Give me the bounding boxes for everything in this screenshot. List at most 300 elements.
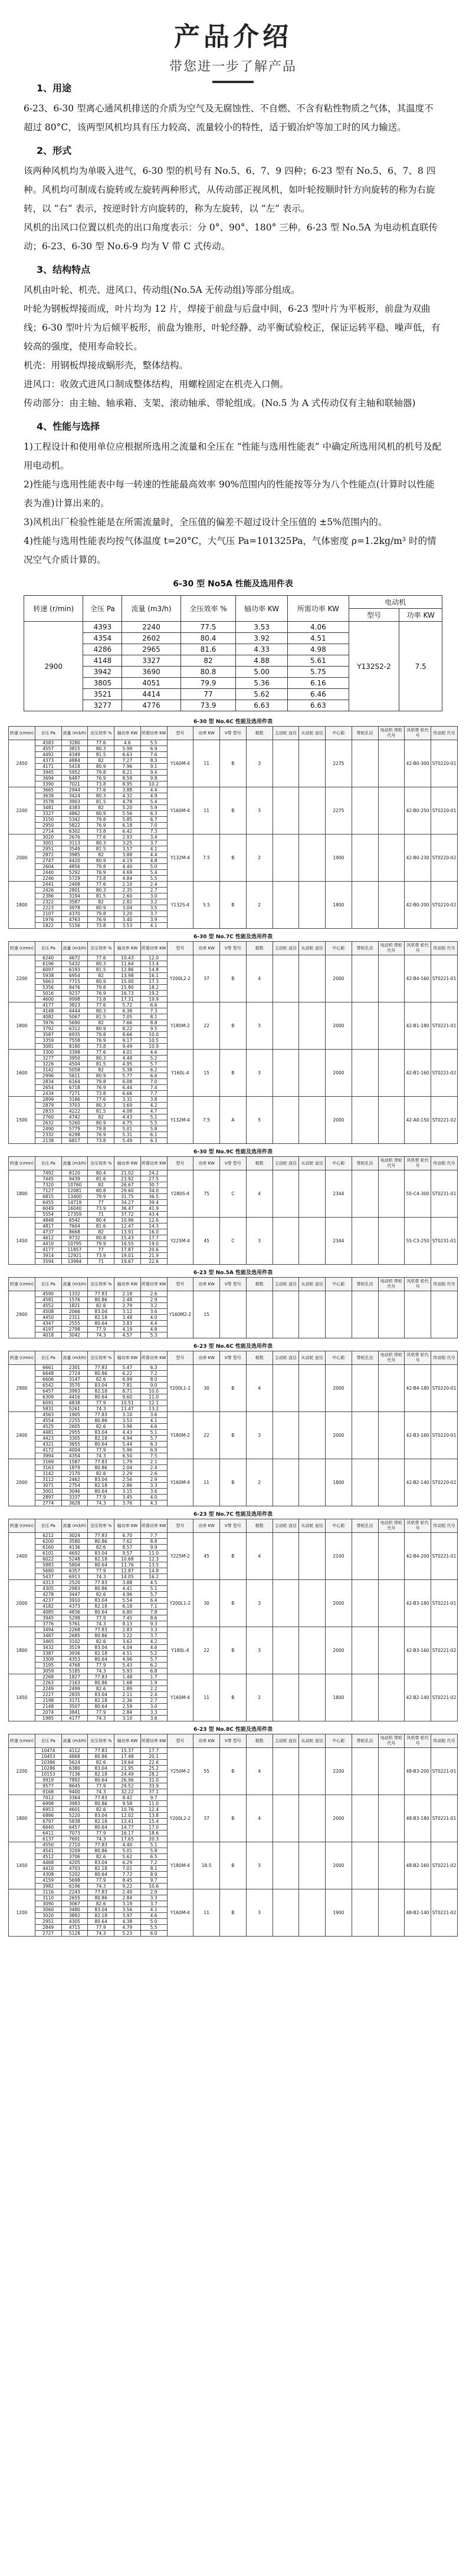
motor-cell: Y180L-4	[167, 1627, 193, 1674]
fan-pulley-cell: 42-B4-160	[405, 955, 431, 1002]
value-cell: 6212	[35, 1533, 61, 1539]
pressure-cell: 3521	[83, 689, 122, 700]
value-cell: 19.0	[140, 1241, 167, 1247]
fan-pulley-cell: 42-B0-200	[405, 882, 431, 929]
value-cell: 6.8	[140, 1668, 167, 1674]
belt-cell: B	[220, 1459, 247, 1506]
value-cell: 2899	[35, 1097, 61, 1103]
motor-pulley-cell	[378, 955, 405, 1002]
belt-cell: C	[220, 1170, 247, 1218]
scan-header: V带 型号	[220, 1734, 247, 1748]
value-cell: 2.29	[114, 1471, 141, 1477]
header-power: 功率 KW	[399, 609, 442, 622]
value-cell: 11.0	[140, 1801, 167, 1807]
value-cell: 5.38	[114, 1067, 141, 1073]
scan-header: 电动机 带轮代号	[378, 1157, 405, 1170]
motor-cell: Y225M-4	[167, 1218, 193, 1265]
power-cell: 11	[193, 740, 220, 787]
value-cell: 6640	[35, 1825, 61, 1830]
belt-cell: B	[220, 1412, 247, 1459]
section-paragraph: 进风口：收敛式进风口制成整体结构，用螺栓固定在机壳入口侧。	[24, 379, 289, 390]
value-cell: 5.20	[114, 805, 141, 811]
value-cell: 80.86	[88, 1801, 114, 1807]
value-cell: 2834	[35, 1079, 61, 1085]
center-cell: 1800	[326, 882, 352, 929]
value-cell: 6196	[61, 1884, 88, 1889]
value-cell: 34.0	[140, 1188, 167, 1194]
value-cell: 6.5	[140, 1854, 167, 1860]
value-cell: 73.8	[88, 829, 114, 835]
value-cell: 8476	[61, 985, 88, 991]
table-row	[9, 1170, 458, 1176]
scan-header: 所需功率 KW	[140, 1278, 167, 1291]
value-cell: 82.6	[88, 1639, 114, 1645]
value-cell: 5356	[35, 985, 61, 991]
value-cell: 6193	[61, 967, 88, 973]
value-cell: 16.73	[114, 991, 141, 997]
value-cell: 3142	[35, 1471, 61, 1477]
value-cell: 6.0	[140, 1931, 167, 1937]
value-cell: 4.57	[114, 1332, 141, 1338]
driven-dia-cell	[299, 835, 326, 882]
value-cell: 9439	[61, 1176, 88, 1182]
value-cell: 5058	[61, 1067, 88, 1073]
value-cell: 3.12	[114, 1309, 141, 1315]
value-cell: 3.53	[114, 1418, 141, 1424]
value-cell: 9168	[35, 1789, 61, 1795]
value-cell: 82.18	[88, 1772, 114, 1777]
value-cell: 2774	[35, 1500, 61, 1506]
req-cell: 5.75	[288, 667, 349, 678]
group-cell: ST0221-02	[431, 1097, 458, 1144]
roots-cell: 3	[246, 1842, 273, 1889]
value-cell: 77.83	[88, 1291, 114, 1297]
speed-cell: 1800	[9, 1002, 35, 1050]
group-cell: ST0221-01	[431, 1748, 458, 1795]
speed-cell: 1200	[9, 1889, 35, 1937]
section-heading: 4、性能与选择	[37, 421, 100, 432]
value-cell: 80.64	[88, 1777, 114, 1783]
value-cell: 9400	[61, 1789, 88, 1795]
scan-header: 电动机 带轮代号	[378, 1519, 405, 1533]
value-cell: 77.6	[88, 787, 114, 793]
driven-dia-cell	[299, 1097, 326, 1144]
value-cell: 82.6	[88, 1686, 114, 1692]
value-cell: 4601	[61, 1807, 88, 1813]
group-cell: ST0220-02	[431, 1459, 458, 1506]
table-630-caption: 6-30 型 No5A 性能及选用件表	[173, 579, 293, 589]
value-cell: 83.04	[88, 1551, 114, 1556]
scan-table	[8, 726, 458, 929]
value-cell: 3226	[35, 1061, 61, 1067]
scan-table	[8, 1734, 458, 1937]
value-cell: 6160	[35, 1545, 61, 1551]
value-cell: 2.7	[140, 888, 167, 893]
shaft-cell: 3.92	[236, 633, 288, 644]
group-cell: ST0221-02	[431, 1889, 458, 1937]
value-cell: 6.3	[140, 1442, 167, 1447]
motor-cell: Y132M-4	[167, 835, 193, 882]
value-cell: 3903	[61, 799, 88, 805]
scan-header: 带轮孔径	[352, 942, 378, 955]
value-cell: 4305	[61, 1919, 88, 1925]
section-paragraph: 叶轮为钢板焊接而成，叶片均为 12 片，焊接于前盘与后盘中间，6-23 型叶片为平板形，前盘为双曲线；6-30 型叶片为后倾平板形，前盘为锥形，叶轮经静、动平衡试验校正，保证运转平稳、噪声低，有较高的强度，使用寿命较长。	[24, 304, 441, 352]
value-cell: 1879	[61, 1465, 88, 1471]
driven-dia-cell	[299, 1533, 326, 1580]
value-cell: 2.4	[140, 882, 167, 888]
section-1	[24, 79, 442, 137]
motor-cell: Y250M-2	[167, 1748, 193, 1795]
value-cell: 37.1	[140, 1789, 167, 1795]
value-cell: 3.4	[140, 835, 167, 840]
value-cell: 73.8	[88, 1044, 114, 1050]
power-cell: 22	[193, 1412, 220, 1459]
value-cell: 4305	[35, 1586, 61, 1592]
value-cell: 3280	[61, 740, 88, 746]
value-cell: 4.1	[140, 846, 167, 852]
value-cell: 80.3	[88, 793, 114, 799]
value-cell: 24.49	[114, 1772, 141, 1777]
value-cell: 6196	[35, 961, 61, 967]
value-cell: 29.52	[114, 1783, 141, 1789]
value-cell: 1.9	[140, 1680, 167, 1686]
scan-table	[8, 1519, 458, 1721]
value-cell: 5.01	[114, 1126, 141, 1132]
value-cell: 36.5	[140, 1194, 167, 1200]
value-cell: 3.10	[114, 1412, 141, 1418]
value-cell: 3.45	[114, 1495, 141, 1500]
center-cell: 2344	[326, 1170, 352, 1218]
scan-header: 全压效率 %	[88, 1157, 114, 1170]
value-cell: 2.35	[114, 888, 141, 893]
value-cell: 4.51	[114, 1651, 141, 1657]
value-cell: 2268	[35, 1674, 61, 1680]
value-cell: 26.67	[114, 1182, 141, 1188]
value-cell: 5437	[35, 1574, 61, 1580]
value-cell: 80.9	[88, 764, 114, 770]
table-row	[9, 1674, 458, 1680]
center-cell	[326, 1291, 352, 1338]
value-cell: 6357	[61, 1568, 88, 1574]
value-cell: 82.18	[88, 1913, 114, 1919]
value-cell: 2951	[35, 1919, 61, 1925]
fan-pulley-cell	[405, 1291, 431, 1338]
value-cell: 1822	[35, 923, 61, 929]
scan-header: 所需功率 KW	[140, 1734, 167, 1748]
motor-power-cell: 7.5	[399, 622, 442, 711]
value-cell: 3113	[61, 840, 88, 846]
value-cell: 82	[88, 973, 114, 979]
value-cell: 2301	[61, 1365, 88, 1371]
value-cell: 3327	[35, 811, 61, 817]
value-cell: 2944	[61, 787, 88, 793]
value-cell: 14719	[61, 1200, 88, 1206]
value-cell: 77.9	[88, 1615, 114, 1621]
scan-table-caption: 6-30 型 No.6C 性能及选用件表	[193, 719, 273, 725]
value-cell: 73.8	[88, 876, 114, 882]
value-cell: 5.9	[140, 805, 167, 811]
bore-cell	[352, 1795, 378, 1842]
value-cell: 4197	[35, 1327, 61, 1332]
value-cell: 13984	[61, 1259, 88, 1265]
value-cell: 2.59	[114, 1704, 141, 1710]
scan-header: 轴功率 KW	[114, 942, 141, 955]
value-cell: 3.7	[140, 1633, 167, 1639]
value-cell: 4349	[61, 752, 88, 758]
scan-header: 主动轮 直径	[273, 1351, 299, 1365]
value-cell: 19.01	[114, 1253, 141, 1259]
value-cell: 5.44	[114, 1442, 141, 1447]
value-cell: 3.04	[114, 905, 141, 911]
value-cell: 79.9	[88, 1241, 114, 1247]
value-cell: 5831	[35, 1406, 61, 1412]
pressure-cell: 4286	[83, 644, 122, 655]
bore-cell	[352, 1218, 378, 1265]
driven-dia-cell	[299, 1795, 326, 1842]
value-cell: 82	[88, 1067, 114, 1073]
value-cell: 3.7	[140, 1901, 167, 1907]
scan-header: 型号	[167, 1351, 193, 1365]
value-cell: 4525	[35, 1424, 61, 1430]
value-cell: 4.6	[114, 740, 141, 746]
scan-header: V带 型号	[220, 1157, 247, 1170]
value-cell: 10.68	[114, 1556, 141, 1562]
value-cell: 2520	[61, 1580, 88, 1586]
value-cell: 2727	[35, 1931, 61, 1937]
bore-cell	[352, 1291, 378, 1338]
value-cell: 8.57	[114, 1545, 141, 1551]
motor-cell: Y200L2-2	[167, 1795, 193, 1842]
center-cell: 1900	[326, 1889, 352, 1937]
table-row	[9, 955, 458, 961]
roots-cell	[246, 1291, 273, 1338]
value-cell: 2833	[35, 1109, 61, 1114]
value-cell: 3.9	[140, 917, 167, 923]
value-cell: 7.96	[114, 764, 141, 770]
section-3	[24, 260, 442, 413]
fan-pulley-cell: 42-B3-180	[405, 1580, 431, 1627]
value-cell: 81.5	[88, 1014, 114, 1020]
value-cell: 19.9	[140, 997, 167, 1002]
value-cell: 77	[88, 1247, 114, 1253]
motor-cell: Y160M-4	[167, 787, 193, 835]
value-cell: 80.86	[88, 1895, 114, 1901]
value-cell: 1576	[61, 1297, 88, 1303]
value-cell: 3110	[35, 1895, 61, 1901]
value-cell: 9.60	[114, 1394, 141, 1400]
power-cell: 22	[193, 1002, 220, 1050]
shaft-cell: 6.63	[236, 700, 288, 711]
value-cell: 2.9	[140, 1889, 167, 1895]
scan-header: 流量 (m3/h)	[61, 1734, 88, 1748]
scan-header: 从动轮 直径	[299, 1278, 326, 1291]
value-cell: 4354	[61, 1453, 88, 1459]
value-cell: 4.1	[140, 1907, 167, 1913]
power-cell: 11	[193, 1459, 220, 1506]
value-cell: 6886	[35, 1813, 61, 1819]
value-cell: 5938	[35, 973, 61, 979]
driven-dia-cell	[299, 1842, 326, 1889]
scan-header: 流量 (m3/h)	[61, 1278, 88, 1291]
table-row	[9, 1533, 458, 1539]
value-cell: 5.31	[114, 1132, 141, 1138]
value-cell: 22.6	[140, 1259, 167, 1265]
value-cell: 12.02	[114, 1813, 141, 1819]
speed-cell: 1450	[9, 1218, 35, 1265]
scan-header: 传动组 代号	[431, 1278, 458, 1291]
value-cell: 3.6	[140, 1309, 167, 1315]
roots-cell: 4	[246, 1795, 273, 1842]
value-cell: 6815	[35, 1194, 61, 1200]
value-cell: 9237	[61, 991, 88, 997]
value-cell: 8.42	[114, 1795, 141, 1801]
value-cell: 2.18	[114, 1291, 141, 1297]
scan-header: 根数	[246, 1157, 273, 1170]
value-cell: 4550	[35, 1842, 61, 1848]
roots-cell: 2	[246, 1674, 273, 1721]
value-cell: 10386	[35, 1760, 61, 1766]
bore-cell	[352, 787, 378, 835]
value-cell: 5.7	[140, 1061, 167, 1067]
scan-header: 全压 Pa	[35, 942, 61, 955]
center-cell: 2275	[326, 787, 352, 835]
value-cell: 12.4	[140, 1807, 167, 1813]
scan-header: 全压效率 %	[88, 1734, 114, 1748]
value-cell: 5.43	[114, 1663, 141, 1668]
value-cell: 82	[88, 1229, 114, 1235]
value-cell: 3.6	[140, 1489, 167, 1495]
value-cell: 2754	[61, 1483, 88, 1489]
value-cell: 6137	[35, 1836, 61, 1842]
power-cell: 15	[193, 1291, 220, 1338]
scan-header: 主动轮 直径	[273, 942, 299, 955]
value-cell: 77.9	[88, 1400, 114, 1406]
value-cell: 2.10	[114, 882, 141, 888]
value-cell: 31.0	[140, 1777, 167, 1783]
value-cell: 23.92	[114, 1176, 141, 1182]
value-cell: 9.9	[140, 1545, 167, 1551]
req-cell: 6.46	[288, 689, 349, 700]
scan-header: 功率 KW	[193, 1734, 220, 1748]
value-cell: 15.37	[114, 1748, 141, 1754]
value-cell: 80.9	[88, 905, 114, 911]
scan-table-caption: 6-23 型 No.6C 性能及选用件表	[193, 1344, 273, 1350]
value-cell: 2.1	[140, 1459, 167, 1465]
value-cell: 80.9	[88, 1073, 114, 1079]
roots-cell: 4	[246, 1748, 273, 1795]
scan-table	[8, 1277, 458, 1338]
value-cell: 16.17	[114, 1830, 141, 1836]
scan-header: 带轮孔径	[352, 1157, 378, 1170]
value-cell: 76.9	[88, 1132, 114, 1138]
value-cell: 7271	[61, 1091, 88, 1097]
scan-header: 风机带 轮代号	[405, 1734, 431, 1748]
value-cell: 74.3	[88, 1668, 114, 1674]
value-cell: 80.9	[88, 811, 114, 817]
scan-header: 功率 KW	[193, 727, 220, 740]
value-cell: 77.6	[88, 740, 114, 746]
value-cell: 6661	[35, 1365, 61, 1371]
value-cell: 2434	[35, 1091, 61, 1097]
value-cell: 74.3	[88, 1884, 114, 1889]
value-cell: 80.86	[88, 1680, 114, 1686]
value-cell: 2.11	[114, 1692, 141, 1698]
motor-pulley-cell	[378, 835, 405, 882]
value-cell: 5611	[61, 1073, 88, 1079]
motor-pulley-cell	[378, 740, 405, 787]
eff-cell: 80.8	[181, 667, 235, 678]
roots-cell: 4	[246, 955, 273, 1002]
value-cell: 3300	[35, 1050, 61, 1056]
drive-dia-cell	[273, 787, 299, 835]
value-cell: 16.1	[140, 973, 167, 979]
value-cell: 2950	[35, 823, 61, 829]
value-cell: 13.2	[140, 1406, 167, 1412]
value-cell: 13.4	[140, 961, 167, 967]
drive-dia-cell	[273, 1291, 299, 1338]
value-cell: 3950	[61, 1056, 88, 1061]
value-cell: 11857	[61, 1247, 88, 1253]
scan-header: 主动轮 直径	[273, 1278, 299, 1291]
value-cell: 5729	[61, 876, 88, 882]
value-cell: 4423	[35, 1436, 61, 1442]
value-cell: 3.3	[140, 1710, 167, 1716]
motor-cell: Y160M-4	[167, 740, 193, 787]
value-cell: 6.70	[114, 1533, 141, 1539]
table-row	[9, 1050, 458, 1056]
value-cell: 2263	[35, 1680, 61, 1686]
group-cell: ST0220-01	[431, 1412, 458, 1459]
value-cell: 3195	[35, 1663, 61, 1668]
fan-pulley-cell: 42-B0-230	[405, 835, 431, 882]
value-cell: 3978	[61, 905, 88, 911]
header-eff: 全压效率 %	[181, 596, 235, 622]
value-cell: 10.76	[114, 1807, 141, 1813]
value-cell: 5952	[61, 770, 88, 776]
drive-dia-cell	[273, 1842, 299, 1889]
scan-header: 中心距	[326, 1278, 352, 1291]
value-cell: 6022	[35, 1556, 61, 1562]
value-cell: 9.0	[140, 1383, 167, 1388]
value-cell: 4554	[35, 1418, 61, 1424]
value-cell: 3059	[35, 1668, 61, 1674]
scan-table-caption: 6-30 型 No.9C 性能及选用件表	[193, 1149, 273, 1155]
belt-cell: B	[220, 787, 247, 835]
value-cell: 80.8	[88, 1188, 114, 1194]
value-cell: 3.56	[114, 1907, 141, 1913]
bore-cell	[352, 1533, 378, 1580]
value-cell: 7.7	[140, 1091, 167, 1097]
value-cell: 4410	[35, 1241, 61, 1247]
belt-cell: B	[220, 882, 247, 929]
power-cell: 11	[193, 1674, 220, 1721]
motor-cell: Y180M-2	[167, 1002, 193, 1050]
value-cell: 4112	[61, 1748, 88, 1754]
value-cell: 3494	[35, 1627, 61, 1633]
value-cell: 8.9	[140, 1872, 167, 1878]
value-cell: 73.9	[88, 1253, 114, 1259]
value-cell: 3994	[35, 1453, 61, 1459]
roots-cell: 4	[246, 1170, 273, 1218]
value-cell: 8.3	[140, 758, 167, 764]
pressure-cell: 3805	[83, 678, 122, 689]
value-cell: 5.99	[114, 746, 141, 752]
section-heading: 1、用途	[37, 83, 72, 94]
value-cell: 3628	[61, 1500, 88, 1506]
value-cell: 5.54	[114, 1598, 141, 1604]
value-cell: 76.9	[88, 776, 114, 781]
value-cell: 3020	[35, 1913, 61, 1919]
